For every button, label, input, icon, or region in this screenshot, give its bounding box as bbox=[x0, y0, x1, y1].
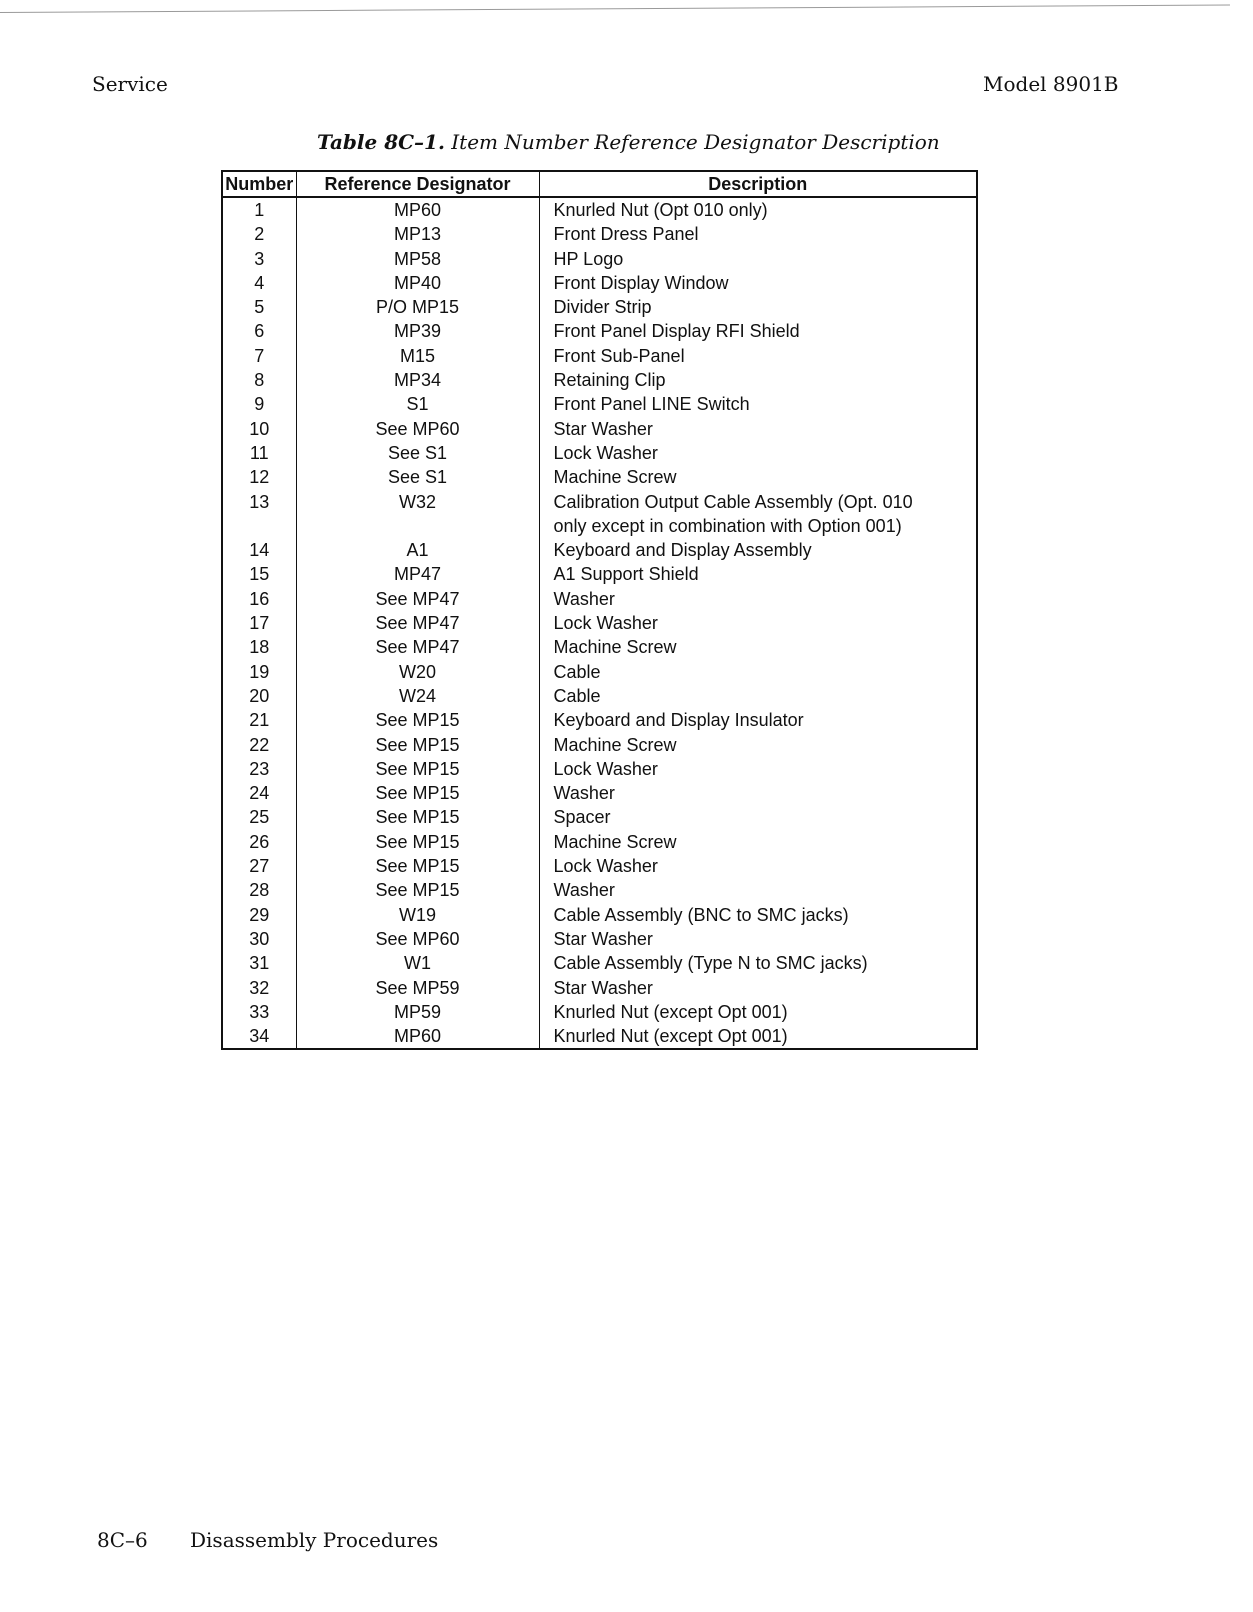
cell-reference-designator: MP39 bbox=[296, 319, 539, 343]
table-row bbox=[222, 1000, 977, 1024]
table-row bbox=[222, 197, 977, 222]
cell-reference-designator: MP47 bbox=[296, 562, 539, 586]
table-caption-label: Table 8C–1. bbox=[317, 130, 445, 154]
cell-reference-designator: See S1 bbox=[296, 441, 539, 465]
table-row bbox=[222, 878, 977, 902]
cell-description: Keyboard and Display Assembly bbox=[539, 538, 977, 562]
cell-number: 19 bbox=[249, 661, 270, 682]
cell-description: Lock Washer bbox=[539, 757, 977, 781]
table-row bbox=[222, 392, 977, 416]
cell-description: Cable bbox=[539, 660, 977, 684]
cell-number: 26 bbox=[249, 831, 270, 852]
cell-number: 7 bbox=[254, 345, 265, 366]
cell-reference-designator: See S1 bbox=[296, 465, 539, 489]
cell-description: Divider Strip bbox=[539, 295, 977, 319]
cell-reference-designator: M15 bbox=[296, 344, 539, 368]
cell-reference-designator: See MP15 bbox=[296, 830, 539, 854]
cell-number: 10 bbox=[249, 418, 270, 439]
column-header-number: Number bbox=[222, 171, 296, 197]
top-rule bbox=[0, 4, 1230, 13]
table-row bbox=[222, 611, 977, 635]
cell-description: Machine Screw bbox=[539, 635, 977, 659]
cell-number: 13 bbox=[249, 491, 270, 512]
cell-reference-designator: See MP60 bbox=[296, 417, 539, 441]
cell-description: Front Sub-Panel bbox=[539, 344, 977, 368]
cell-description-line: Calibration Output Cable Assembly (Opt. 010 bbox=[553, 491, 913, 512]
cell-number: 4 bbox=[254, 272, 265, 293]
cell-reference-designator: See MP60 bbox=[296, 927, 539, 951]
table-row bbox=[222, 927, 977, 951]
cell-reference-designator: W19 bbox=[296, 903, 539, 927]
table-row bbox=[222, 490, 977, 539]
cell-number: 29 bbox=[249, 904, 270, 925]
cell-reference-designator: MP60 bbox=[296, 1024, 539, 1049]
cell-reference-designator: W1 bbox=[296, 951, 539, 975]
cell-number: 14 bbox=[249, 540, 270, 561]
cell-reference-designator: See MP47 bbox=[296, 587, 539, 611]
cell-number: 27 bbox=[249, 856, 270, 877]
cell-reference-designator: S1 bbox=[296, 392, 539, 416]
table-row bbox=[222, 319, 977, 343]
cell-reference-designator: See MP15 bbox=[296, 805, 539, 829]
table-row bbox=[222, 830, 977, 854]
cell-description: HP Logo bbox=[539, 247, 977, 271]
cell-description: Washer bbox=[539, 587, 977, 611]
table-caption-text: Item Number Reference Designator Description bbox=[451, 130, 940, 154]
cell-number: 16 bbox=[249, 588, 270, 609]
cell-number: 30 bbox=[249, 928, 270, 949]
column-header-reference-designator: Reference Designator bbox=[296, 171, 539, 197]
table-row bbox=[222, 805, 977, 829]
cell-description: Front Panel LINE Switch bbox=[539, 392, 977, 416]
cell-description: A1 Support Shield bbox=[539, 562, 977, 586]
table-row bbox=[222, 417, 977, 441]
cell-reference-designator: See MP47 bbox=[296, 635, 539, 659]
cell-description: Cable Assembly (Type N to SMC jacks) bbox=[539, 951, 977, 975]
table-caption bbox=[317, 130, 1017, 154]
table-row bbox=[222, 903, 977, 927]
cell-reference-designator: See MP15 bbox=[296, 708, 539, 732]
column-header-description: Description bbox=[539, 171, 977, 197]
table-row bbox=[222, 854, 977, 878]
cell-description: Cable Assembly (BNC to SMC jacks) bbox=[539, 903, 977, 927]
cell-reference-designator: MP58 bbox=[296, 247, 539, 271]
cell-number: 25 bbox=[249, 807, 270, 828]
cell-reference-designator: MP40 bbox=[296, 271, 539, 295]
table-row bbox=[222, 708, 977, 732]
reference-designator-table bbox=[221, 170, 978, 1050]
cell-reference-designator: P/O MP15 bbox=[296, 295, 539, 319]
table-row bbox=[222, 562, 977, 586]
cell-description: Knurled Nut (Opt 010 only) bbox=[539, 197, 977, 222]
cell-number: 17 bbox=[249, 613, 270, 634]
table-row bbox=[222, 247, 977, 271]
table-row bbox=[222, 465, 977, 489]
table-row bbox=[222, 733, 977, 757]
footer-section-title: Disassembly Procedures bbox=[190, 1528, 439, 1552]
cell-description: Machine Screw bbox=[539, 465, 977, 489]
cell-description: Spacer bbox=[539, 805, 977, 829]
table-row bbox=[222, 757, 977, 781]
cell-number: 11 bbox=[249, 442, 269, 463]
cell-reference-designator: MP59 bbox=[296, 1000, 539, 1024]
cell-description: Washer bbox=[539, 878, 977, 902]
cell-number: 2 bbox=[254, 224, 265, 245]
table-row bbox=[222, 368, 977, 392]
cell-description: Star Washer bbox=[539, 927, 977, 951]
cell-description: Front Display Window bbox=[539, 271, 977, 295]
cell-number: 34 bbox=[249, 1026, 270, 1047]
cell-reference-designator: See MP59 bbox=[296, 976, 539, 1000]
cell-description: Washer bbox=[539, 781, 977, 805]
cell-reference-designator: A1 bbox=[296, 538, 539, 562]
table-row bbox=[222, 635, 977, 659]
cell-description: Cable bbox=[539, 684, 977, 708]
cell-number: 31 bbox=[249, 953, 270, 974]
cell-description: Lock Washer bbox=[539, 441, 977, 465]
cell-number: 21 bbox=[249, 710, 270, 731]
cell-number: 3 bbox=[254, 248, 265, 269]
cell-description: Knurled Nut (except Opt 001) bbox=[539, 1024, 977, 1049]
cell-reference-designator: See MP47 bbox=[296, 611, 539, 635]
cell-number: 9 bbox=[254, 394, 265, 415]
cell-description: Machine Screw bbox=[539, 830, 977, 854]
table-row bbox=[222, 441, 977, 465]
table-row bbox=[222, 587, 977, 611]
cell-number: 15 bbox=[249, 564, 270, 585]
table-row bbox=[222, 271, 977, 295]
cell-reference-designator: See MP15 bbox=[296, 781, 539, 805]
cell-description: Retaining Clip bbox=[539, 368, 977, 392]
cell-number: 1 bbox=[254, 200, 265, 220]
cell-description: Knurled Nut (except Opt 001) bbox=[539, 1000, 977, 1024]
cell-reference-designator: See MP15 bbox=[296, 878, 539, 902]
cell-number: 8 bbox=[254, 370, 265, 391]
cell-reference-designator: MP13 bbox=[296, 222, 539, 246]
cell-reference-designator: W32 bbox=[296, 490, 539, 539]
cell-number: 6 bbox=[254, 321, 265, 342]
cell-number: 12 bbox=[249, 467, 270, 488]
cell-reference-designator: See MP15 bbox=[296, 757, 539, 781]
cell-description: Star Washer bbox=[539, 976, 977, 1000]
cell-description: Lock Washer bbox=[539, 854, 977, 878]
cell-description bbox=[539, 490, 977, 539]
cell-reference-designator: MP60 bbox=[296, 197, 539, 222]
table-row bbox=[222, 222, 977, 246]
cell-description: Front Panel Display RFI Shield bbox=[539, 319, 977, 343]
cell-number: 22 bbox=[249, 734, 270, 755]
cell-reference-designator: MP34 bbox=[296, 368, 539, 392]
cell-reference-designator: W24 bbox=[296, 684, 539, 708]
cell-description: Machine Screw bbox=[539, 733, 977, 757]
cell-number: 33 bbox=[249, 1001, 270, 1022]
page-number: 8C–6 bbox=[97, 1528, 148, 1552]
table-row bbox=[222, 295, 977, 319]
cell-description: Lock Washer bbox=[539, 611, 977, 635]
table-row bbox=[222, 1024, 977, 1049]
table-row bbox=[222, 660, 977, 684]
cell-description: Keyboard and Display Insulator bbox=[539, 708, 977, 732]
cell-number: 20 bbox=[249, 685, 270, 706]
cell-number: 24 bbox=[249, 783, 270, 804]
table-row bbox=[222, 344, 977, 368]
cell-number: 32 bbox=[249, 977, 270, 998]
table-row bbox=[222, 538, 977, 562]
cell-number: 5 bbox=[254, 297, 265, 318]
running-header-right: Model 8901B bbox=[983, 72, 1119, 96]
table-row bbox=[222, 684, 977, 708]
cell-reference-designator: See MP15 bbox=[296, 733, 539, 757]
cell-description: Star Washer bbox=[539, 417, 977, 441]
table-header-row bbox=[222, 171, 977, 197]
cell-number: 18 bbox=[249, 637, 270, 658]
cell-number: 28 bbox=[249, 880, 270, 901]
table-row bbox=[222, 951, 977, 975]
cell-number: 23 bbox=[249, 758, 270, 779]
table-row bbox=[222, 781, 977, 805]
running-header-left: Service bbox=[92, 72, 168, 96]
cell-reference-designator: W20 bbox=[296, 660, 539, 684]
cell-reference-designator: See MP15 bbox=[296, 854, 539, 878]
cell-description: Front Dress Panel bbox=[539, 222, 977, 246]
cell-description-line: only except in combination with Option 001) bbox=[553, 515, 902, 536]
table-row bbox=[222, 976, 977, 1000]
table-body bbox=[222, 197, 977, 1049]
